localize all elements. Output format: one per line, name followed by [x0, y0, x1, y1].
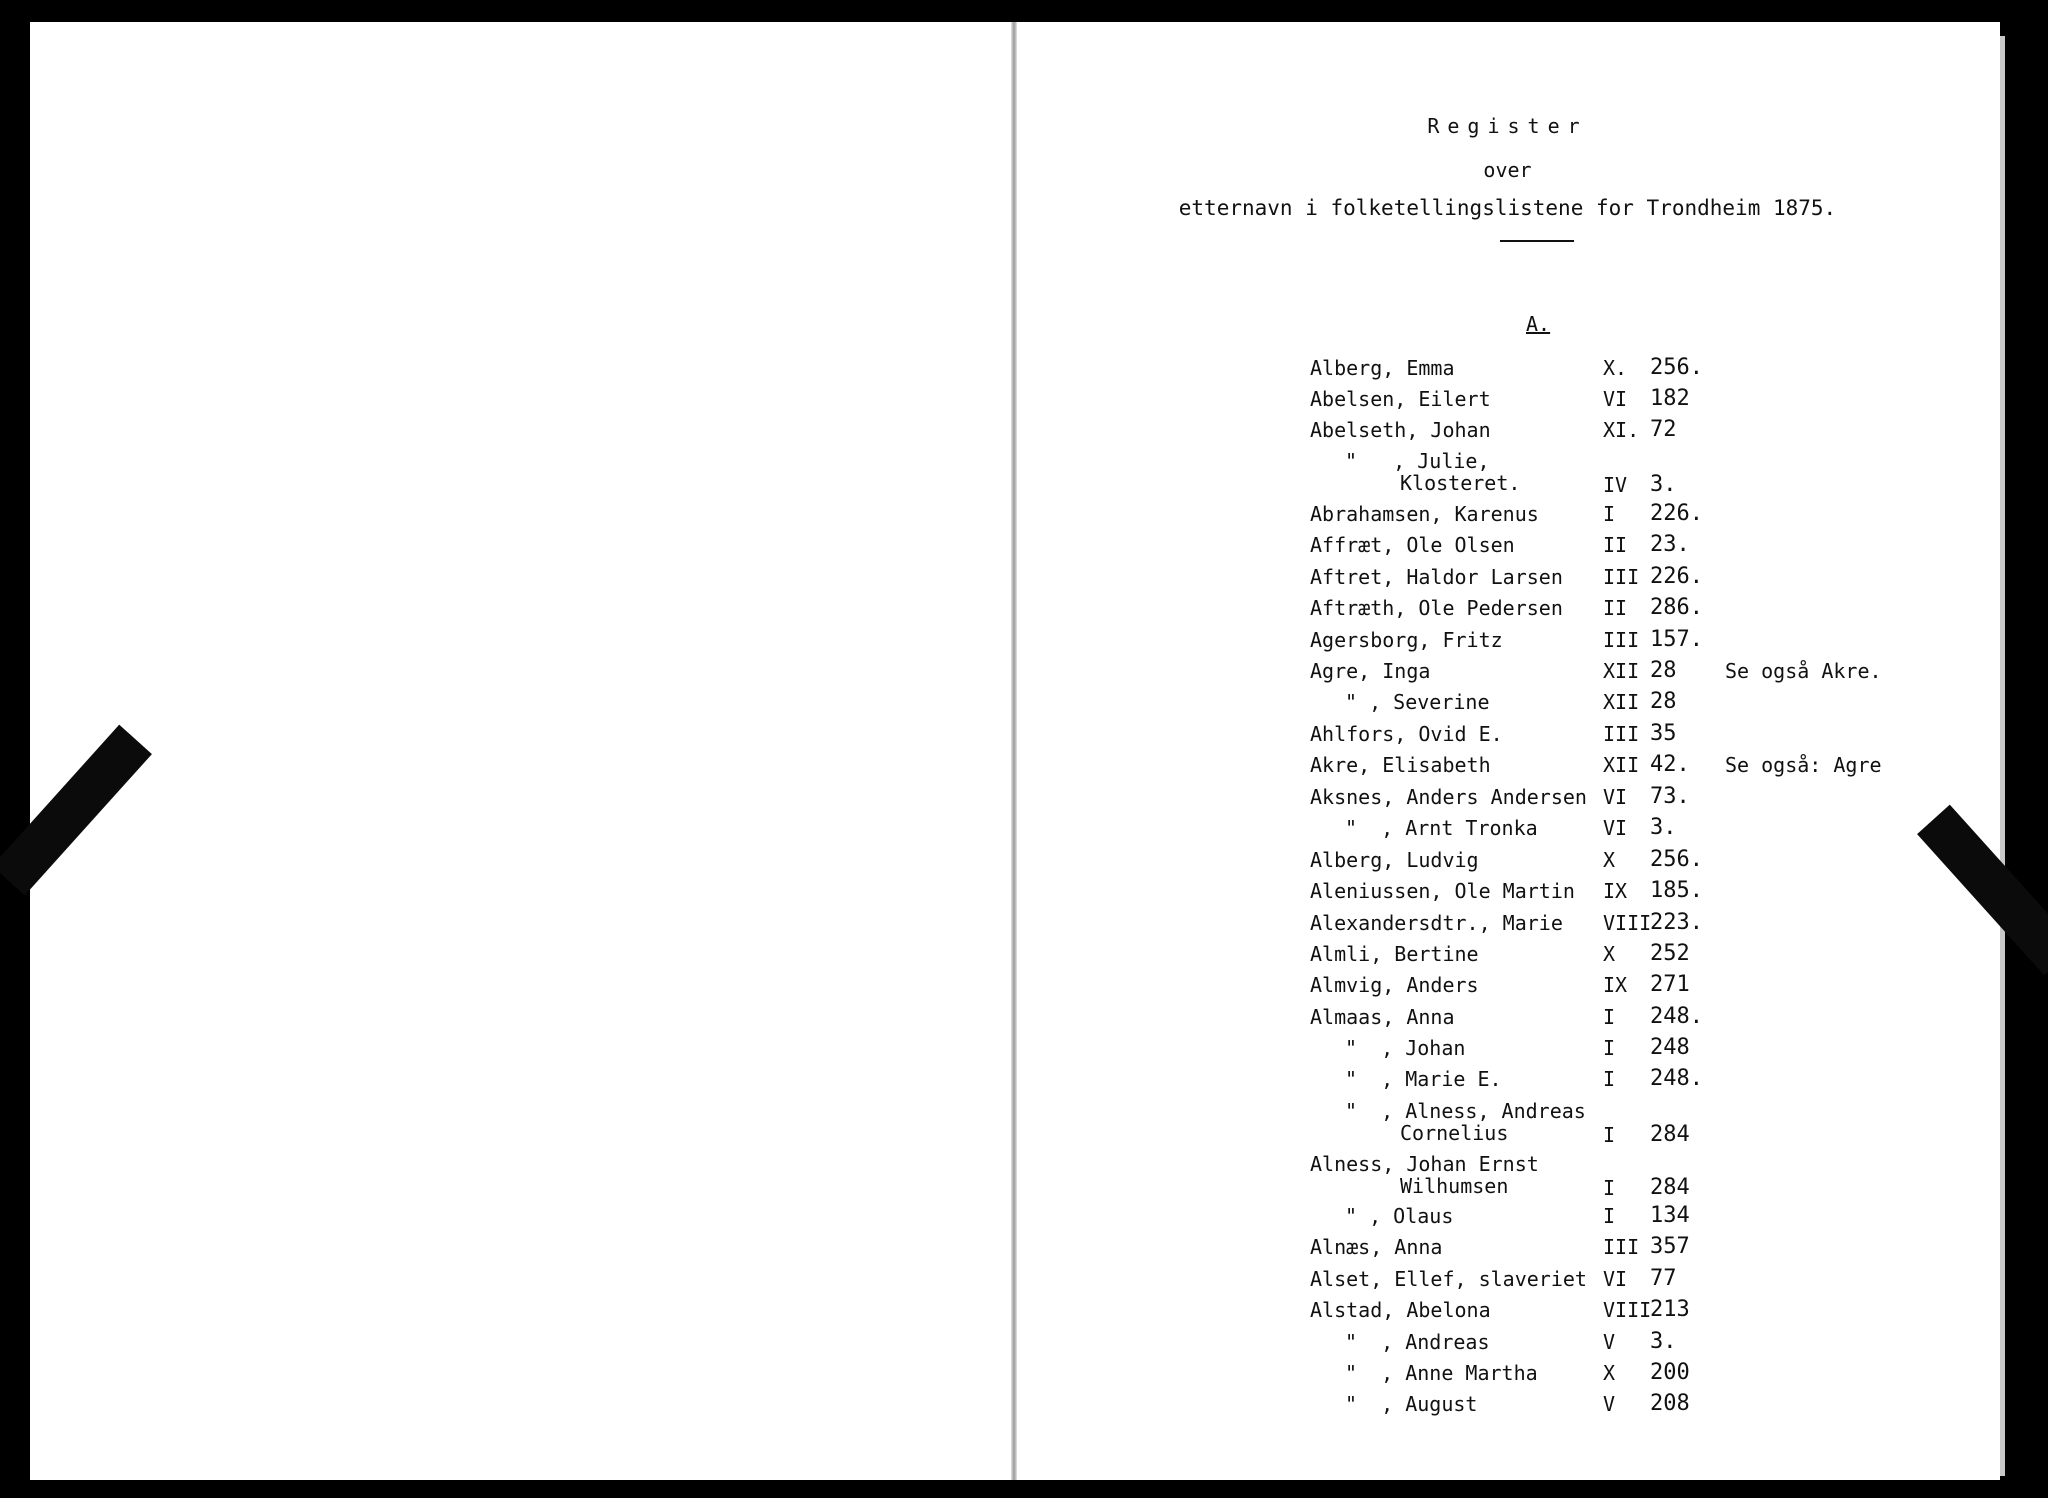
entry-page: 284 [1650, 1175, 1690, 1200]
entry-volume: IV [1603, 473, 1628, 497]
page-edge [2000, 36, 2005, 1476]
entry-name: Ahlfors, Ovid E. [1310, 722, 1503, 746]
entry-name: Alexandersdtr., Marie [1310, 911, 1563, 935]
entry-page: 256. [1650, 355, 1703, 380]
entry-page: 286. [1650, 595, 1703, 620]
entry-note: Se også: Agre [1725, 753, 1882, 777]
entry-volume: II [1603, 533, 1628, 557]
entry-name: Abelseth, Johan [1310, 418, 1491, 442]
entry-page: 213 [1650, 1297, 1690, 1322]
entry-volume: I [1603, 1067, 1616, 1091]
register-heading: etternavn i folketellingslistene for Trondheim 1875. [1178, 196, 1837, 220]
entry-name: " , Olaus [1345, 1204, 1454, 1228]
entry-page: 248. [1650, 1066, 1703, 1091]
book-gutter [1011, 22, 1017, 1480]
entry-page: 35 [1650, 721, 1677, 746]
entry-page: 77 [1650, 1266, 1677, 1291]
entry-name: Agre, Inga [1310, 659, 1431, 683]
entry-name: Alberg, Emma [1310, 356, 1455, 380]
entry-volume: I [1603, 1204, 1616, 1228]
entry-page: 208 [1650, 1391, 1690, 1416]
entry-volume: VI [1603, 387, 1628, 411]
entry-name: Alberg, Ludvig [1310, 848, 1479, 872]
entry-page: 3. [1650, 1329, 1677, 1354]
entry-volume: III [1603, 565, 1640, 589]
entry-volume: VI [1603, 1267, 1628, 1291]
entry-subline: Cornelius [1400, 1121, 1509, 1145]
entry-name: " , Andreas [1345, 1330, 1490, 1354]
entry-volume: X [1603, 1361, 1616, 1385]
entry-volume: XI. [1603, 418, 1640, 442]
entry-volume: V [1603, 1330, 1616, 1354]
entry-volume: IX [1603, 879, 1628, 903]
entry-page: 223. [1650, 910, 1703, 935]
entry-page: 200 [1650, 1360, 1690, 1385]
entry-volume: XII [1603, 659, 1640, 683]
entry-name: " , Arnt Tronka [1345, 816, 1538, 840]
entry-volume: X [1603, 942, 1616, 966]
entry-name: Affræt, Ole Olsen [1310, 533, 1515, 557]
entry-volume: I [1603, 1005, 1616, 1029]
entry-volume: III [1603, 722, 1640, 746]
entry-name: " , Johan [1345, 1036, 1466, 1060]
entry-name: Agersborg, Fritz [1310, 628, 1503, 652]
entry-volume: XII [1603, 753, 1640, 777]
entry-volume: IX [1603, 973, 1628, 997]
entry-volume: X [1603, 848, 1616, 872]
left-blank-page [30, 22, 1015, 1480]
entry-name: Alnæs, Anna [1310, 1235, 1443, 1259]
entry-page: 271 [1650, 972, 1690, 997]
entry-volume: VIII [1603, 911, 1652, 935]
entry-name: Abrahamsen, Karenus [1310, 502, 1539, 526]
register-subtitle: over [1483, 158, 1532, 182]
entry-page: 185. [1650, 878, 1703, 903]
entry-page: 248. [1650, 1004, 1703, 1029]
entry-name: Aleniussen, Ole Martin [1310, 879, 1575, 903]
entry-page: 226. [1650, 501, 1703, 526]
entry-name: Aftret, Haldor Larsen [1310, 565, 1563, 589]
section-letter: A. [1526, 312, 1551, 336]
entry-name: " , August [1345, 1392, 1478, 1416]
entry-volume: I [1603, 1036, 1616, 1060]
entry-volume: II [1603, 596, 1628, 620]
entry-name: Abelsen, Eilert [1310, 387, 1491, 411]
entry-volume: X. [1603, 356, 1628, 380]
entry-name: Aftræth, Ole Pedersen [1310, 596, 1563, 620]
entry-page: 3. [1650, 472, 1677, 497]
entry-name: Alstad, Abelona [1310, 1298, 1491, 1322]
entry-name: Alset, Ellef, slaveriet [1310, 1267, 1587, 1291]
entry-volume: VI [1603, 785, 1628, 809]
entry-page: 134 [1650, 1203, 1690, 1228]
entry-subline: Klosteret. [1400, 471, 1521, 495]
entry-page: 72 [1650, 417, 1677, 442]
entry-volume: III [1603, 628, 1640, 652]
entry-name: Akre, Elisabeth [1310, 753, 1491, 777]
entry-name: Alness, Johan Ernst [1310, 1152, 1539, 1176]
entry-volume: III [1603, 1235, 1640, 1259]
entry-name: Almli, Bertine [1310, 942, 1479, 966]
entry-page: 357 [1650, 1234, 1690, 1259]
entry-page: 23. [1650, 532, 1690, 557]
entry-page: 28 [1650, 689, 1677, 714]
entry-page: 284 [1650, 1122, 1690, 1147]
entry-name: " , Julie, [1345, 449, 1490, 473]
entry-page: 42. [1650, 752, 1690, 777]
entry-page: 248 [1650, 1035, 1690, 1060]
entry-volume: I [1603, 1176, 1616, 1200]
entry-name: Aksnes, Anders Andersen [1310, 785, 1587, 809]
entry-page: 73. [1650, 784, 1690, 809]
entry-volume: I [1603, 1123, 1616, 1147]
entry-page: 226. [1650, 564, 1703, 589]
entry-page: 157. [1650, 627, 1703, 652]
entry-note: Se også Akre. [1725, 659, 1882, 683]
entry-name: " , Anne Martha [1345, 1361, 1538, 1385]
entry-volume: VI [1603, 816, 1628, 840]
entry-name: Almaas, Anna [1310, 1005, 1455, 1029]
entry-name: " , Marie E. [1345, 1067, 1502, 1091]
entry-name: " , Severine [1345, 690, 1490, 714]
entry-volume: I [1603, 502, 1616, 526]
register-title: Register [1427, 114, 1588, 138]
entry-subline: Wilhumsen [1400, 1174, 1509, 1198]
entry-page: 182 [1650, 386, 1690, 411]
entry-page: 256. [1650, 847, 1703, 872]
entry-name: Almvig, Anders [1310, 973, 1479, 997]
entry-page: 28 [1650, 658, 1677, 683]
entry-name: " , Alness, Andreas [1345, 1099, 1586, 1123]
entry-page: 252 [1650, 941, 1690, 966]
entry-page: 3. [1650, 815, 1677, 840]
heading-underline [1500, 240, 1574, 242]
entry-volume: VIII [1603, 1298, 1652, 1322]
entry-volume: XII [1603, 690, 1640, 714]
entry-volume: V [1603, 1392, 1616, 1416]
